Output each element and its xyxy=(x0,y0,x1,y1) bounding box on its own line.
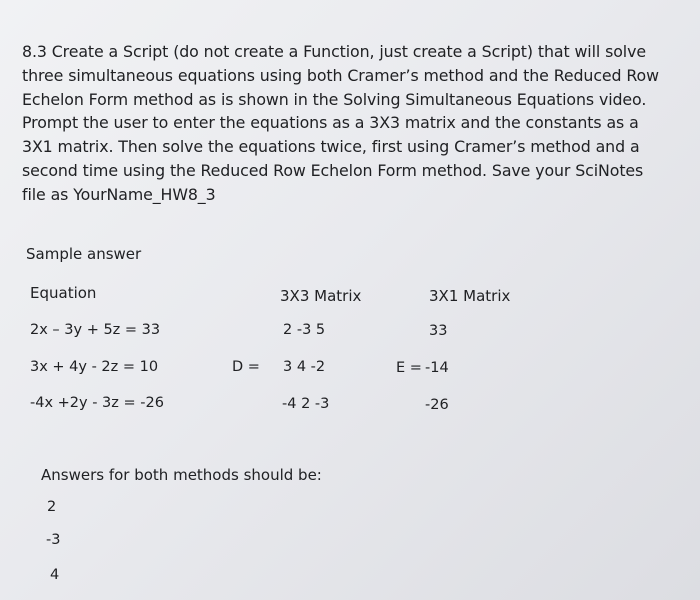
problem-line: second time using the Reduced Row Echelon Form method. Save your SciNotes xyxy=(22,160,644,180)
problem-line: Echelon Form method as is shown in the Solving Simultaneous Equations video. xyxy=(22,89,647,109)
constant-row-1: 33 xyxy=(429,323,448,339)
matrix-3x1-header: 3X1 Matrix xyxy=(429,287,511,305)
answer-value: -3 xyxy=(46,532,61,548)
equation-row-1: 2x – 3y + 5z = 33 xyxy=(30,322,161,338)
problem-line: 8.3 Create a Script (do not create a Function, just create a Script) that will solve xyxy=(22,42,646,61)
problem-line: Prompt the user to enter the equations as a 3X3 matrix and the constants as a xyxy=(22,113,639,133)
e-matrix-label: E = xyxy=(396,360,422,376)
matrix-row-1: 2 -3 5 xyxy=(283,322,326,338)
d-matrix-label: D = xyxy=(232,359,260,375)
equation-header: Equation xyxy=(30,284,97,302)
constant-row-2: -14 xyxy=(425,360,449,376)
problem-line: three simultaneous equations using both Cramer’s method and the Reduced Row xyxy=(22,65,659,85)
problem-line: file as YourName_HW8_3 xyxy=(22,184,216,204)
problem-line: 3X1 matrix. Then solve the equations twice, first using Cramer’s method and a xyxy=(22,137,640,157)
answers-heading: Answers for both methods should be: xyxy=(41,466,322,484)
constant-row-3: -26 xyxy=(425,397,449,413)
answer-value: 4 xyxy=(50,567,60,583)
equation-row-2: 3x + 4y - 2z = 10 xyxy=(30,359,159,375)
matrix-row-2: 3 4 -2 xyxy=(283,359,326,375)
matrix-3x3-header: 3X3 Matrix xyxy=(280,287,362,305)
matrix-row-3: -4 2 -3 xyxy=(282,396,330,412)
problem-statement xyxy=(22,40,694,207)
sample-answer-heading: Sample answer xyxy=(26,245,142,263)
answer-value: 2 xyxy=(47,499,57,515)
equation-row-3: -4x +2y - 3z = -26 xyxy=(30,395,164,411)
